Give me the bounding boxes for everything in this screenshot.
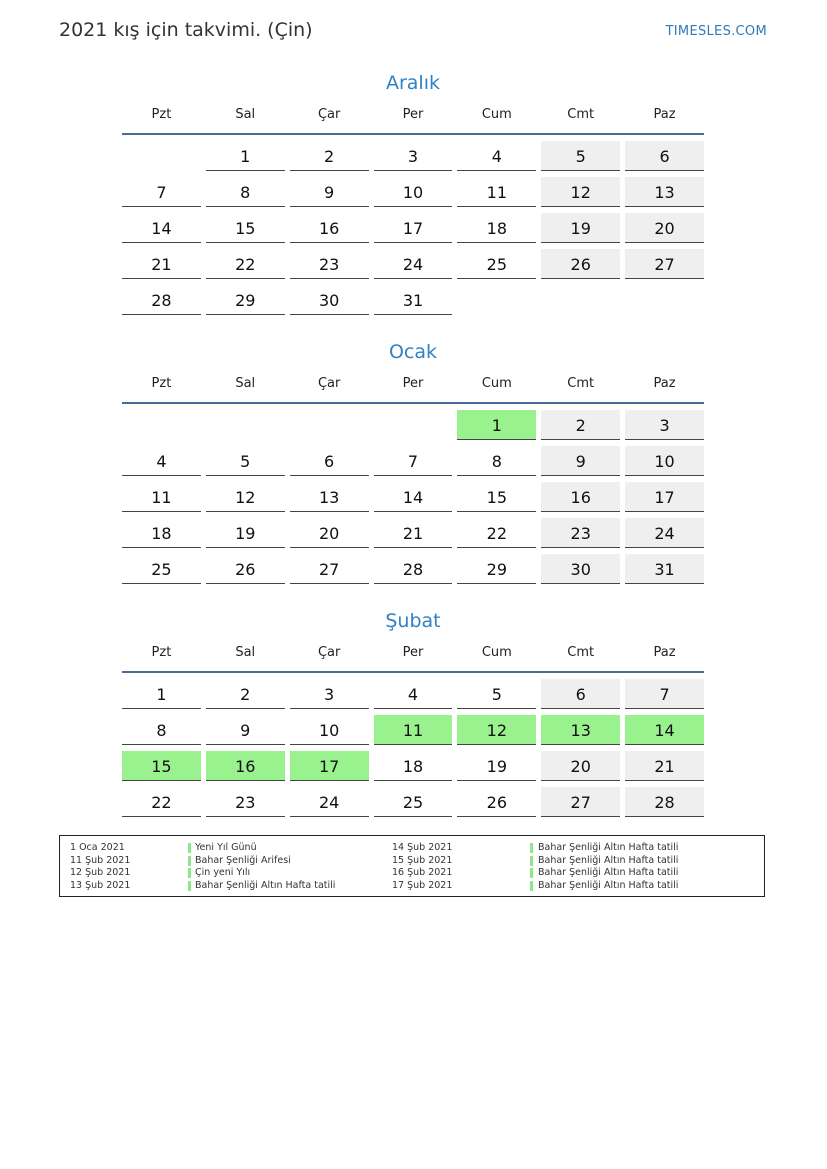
legend-date: 13 Şub 2021	[70, 879, 131, 891]
day-cell: 20	[625, 213, 704, 243]
holiday-day-cell: 17	[290, 751, 369, 781]
legend-color-marker	[188, 881, 191, 891]
day-cell: 2	[290, 141, 369, 171]
day-cell: 3	[625, 410, 704, 440]
day-cell: 22	[457, 518, 536, 548]
day-cell: 3	[290, 679, 369, 709]
day-cell: 24	[625, 518, 704, 548]
day-cell: 18	[374, 751, 453, 781]
day-cell: 10	[625, 446, 704, 476]
day-cell: 19	[541, 213, 620, 243]
empty-cell	[290, 410, 369, 440]
day-cell: 8	[457, 446, 536, 476]
legend-color-marker	[530, 843, 533, 853]
legend-color-marker	[188, 856, 191, 866]
day-cell: 26	[457, 787, 536, 817]
day-cell: 21	[122, 249, 201, 279]
legend-holiday-name: Çin yeni Yılı	[195, 867, 251, 878]
weekday-label: Çar	[317, 376, 341, 391]
holiday-day-cell: 1	[457, 410, 536, 440]
day-cell: 8	[122, 715, 201, 745]
day-cell: 17	[625, 482, 704, 512]
day-cell: 7	[374, 446, 453, 476]
month-name: Ocak	[388, 341, 438, 363]
weekday-label: Cmt	[567, 645, 595, 660]
day-cell: 9	[290, 177, 369, 207]
weekday-label: Çar	[317, 645, 341, 660]
day-cell: 12	[206, 482, 285, 512]
holiday-day-cell: 16	[206, 751, 285, 781]
day-cell: 14	[374, 482, 453, 512]
day-cell: 5	[457, 679, 536, 709]
day-cell: 10	[374, 177, 453, 207]
legend-holiday-name: Bahar Şenliği Altın Hafta tatili	[538, 867, 679, 878]
day-cell: 19	[206, 518, 285, 548]
legend-date: 14 Şub 2021	[392, 842, 453, 853]
day-cell: 14	[122, 213, 201, 243]
legend-date: 1 Oca 2021	[70, 842, 125, 853]
day-cell: 16	[290, 213, 369, 243]
day-cell: 15	[206, 213, 285, 243]
day-cell: 24	[290, 787, 369, 817]
day-cell: 15	[457, 482, 536, 512]
legend-date: 15 Şub 2021	[392, 854, 453, 866]
day-cell: 7	[122, 177, 201, 207]
legend-color-marker	[188, 843, 191, 853]
weekday-label: Cmt	[567, 376, 595, 391]
legend-holiday-name: Bahar Şenliği Altın Hafta tatili	[538, 842, 679, 853]
day-cell: 13	[290, 482, 369, 512]
weekday-label: Per	[402, 645, 424, 660]
legend-date: 17 Şub 2021	[392, 879, 453, 891]
day-cell: 11	[457, 177, 536, 207]
weekday-label: Cmt	[567, 107, 595, 122]
month-january	[122, 338, 704, 584]
empty-cell	[122, 410, 201, 440]
day-cell: 30	[290, 285, 369, 315]
day-cell: 29	[457, 554, 536, 584]
weekday-label: Paz	[653, 645, 676, 660]
holiday-day-cell: 11	[374, 715, 453, 745]
day-cell: 8	[206, 177, 285, 207]
day-cell: 27	[625, 249, 704, 279]
day-cell: 3	[374, 141, 453, 171]
month-name: Şubat	[385, 610, 441, 632]
legend-date: 11 Şub 2021	[70, 854, 131, 866]
day-cell: 25	[374, 787, 453, 817]
holiday-day-cell: 12	[457, 715, 536, 745]
days-grid	[122, 679, 704, 817]
day-cell: 20	[290, 518, 369, 548]
header-rule	[122, 671, 704, 673]
day-cell: 13	[625, 177, 704, 207]
legend-date: 12 Şub 2021	[70, 867, 131, 878]
day-cell: 21	[625, 751, 704, 781]
weekday-header	[122, 372, 704, 400]
day-cell: 7	[625, 679, 704, 709]
day-cell: 1	[206, 141, 285, 171]
day-cell: 6	[290, 446, 369, 476]
header-rule	[122, 133, 704, 135]
legend-holiday-name: Bahar Şenliği Altın Hafta tatili	[538, 879, 679, 891]
legend-color-marker	[530, 856, 533, 866]
day-cell: 17	[374, 213, 453, 243]
weekday-label: Sal	[235, 645, 256, 660]
holiday-day-cell: 13	[541, 715, 620, 745]
day-cell: 20	[541, 751, 620, 781]
day-cell: 5	[206, 446, 285, 476]
day-cell: 19	[457, 751, 536, 781]
weekday-label: Per	[402, 376, 424, 391]
weekday-label: Pzt	[151, 376, 172, 391]
brand-link[interactable]: TIMESLES.COM	[665, 24, 767, 39]
header-rule	[122, 402, 704, 404]
legend-color-marker	[188, 868, 191, 878]
month-february	[122, 607, 704, 817]
holiday-legend	[59, 835, 765, 897]
day-cell: 1	[122, 679, 201, 709]
day-cell: 25	[457, 249, 536, 279]
legend-color-marker	[530, 868, 533, 878]
day-cell: 27	[541, 787, 620, 817]
empty-cell	[374, 410, 453, 440]
month-name: Aralık	[385, 72, 440, 94]
day-cell: 26	[541, 249, 620, 279]
day-cell: 30	[541, 554, 620, 584]
days-grid	[122, 410, 704, 584]
page-title: 2021 kış için takvimi. (Çin)	[59, 19, 313, 41]
day-cell: 23	[206, 787, 285, 817]
weekday-header	[122, 641, 704, 669]
month-december	[122, 69, 704, 315]
weekday-label: Çar	[317, 107, 341, 122]
day-cell: 2	[541, 410, 620, 440]
weekday-header	[122, 103, 704, 131]
day-cell: 21	[374, 518, 453, 548]
day-cell: 22	[122, 787, 201, 817]
day-cell: 28	[122, 285, 201, 315]
legend-holiday-name: Bahar Şenliği Altın Hafta tatili	[195, 879, 336, 891]
day-cell: 11	[122, 482, 201, 512]
weekday-label: Paz	[653, 107, 676, 122]
weekday-label: Paz	[653, 376, 676, 391]
day-cell: 18	[457, 213, 536, 243]
day-cell: 2	[206, 679, 285, 709]
day-cell: 31	[625, 554, 704, 584]
legend-holiday-name: Bahar Şenliği Arifesi	[195, 854, 291, 866]
day-cell: 26	[206, 554, 285, 584]
day-cell: 16	[541, 482, 620, 512]
day-cell: 6	[625, 141, 704, 171]
weekday-label: Sal	[235, 376, 256, 391]
day-cell: 18	[122, 518, 201, 548]
day-cell: 23	[541, 518, 620, 548]
legend-color-marker	[530, 881, 533, 891]
weekday-label: Cum	[481, 107, 512, 122]
day-cell: 12	[541, 177, 620, 207]
weekday-label: Pzt	[151, 107, 172, 122]
day-cell: 27	[290, 554, 369, 584]
day-cell: 23	[290, 249, 369, 279]
day-cell: 4	[122, 446, 201, 476]
day-cell: 28	[374, 554, 453, 584]
weekday-label: Pzt	[151, 645, 172, 660]
day-cell: 28	[625, 787, 704, 817]
legend-date: 16 Şub 2021	[392, 867, 453, 878]
day-cell: 4	[374, 679, 453, 709]
day-cell: 22	[206, 249, 285, 279]
empty-cell	[206, 410, 285, 440]
weekday-label: Per	[402, 107, 424, 122]
day-cell: 31	[374, 285, 453, 315]
days-grid	[122, 141, 704, 315]
empty-cell	[122, 141, 201, 171]
day-cell: 5	[541, 141, 620, 171]
day-cell: 24	[374, 249, 453, 279]
day-cell: 6	[541, 679, 620, 709]
weekday-label: Sal	[235, 107, 256, 122]
weekday-label: Cum	[481, 376, 512, 391]
day-cell: 9	[206, 715, 285, 745]
holiday-day-cell: 14	[625, 715, 704, 745]
day-cell: 9	[541, 446, 620, 476]
weekday-label: Cum	[481, 645, 512, 660]
day-cell: 29	[206, 285, 285, 315]
legend-holiday-name: Bahar Şenliği Altın Hafta tatili	[538, 854, 679, 866]
day-cell: 10	[290, 715, 369, 745]
day-cell: 4	[457, 141, 536, 171]
day-cell: 25	[122, 554, 201, 584]
legend-holiday-name: Yeni Yıl Günü	[195, 842, 257, 853]
holiday-day-cell: 15	[122, 751, 201, 781]
